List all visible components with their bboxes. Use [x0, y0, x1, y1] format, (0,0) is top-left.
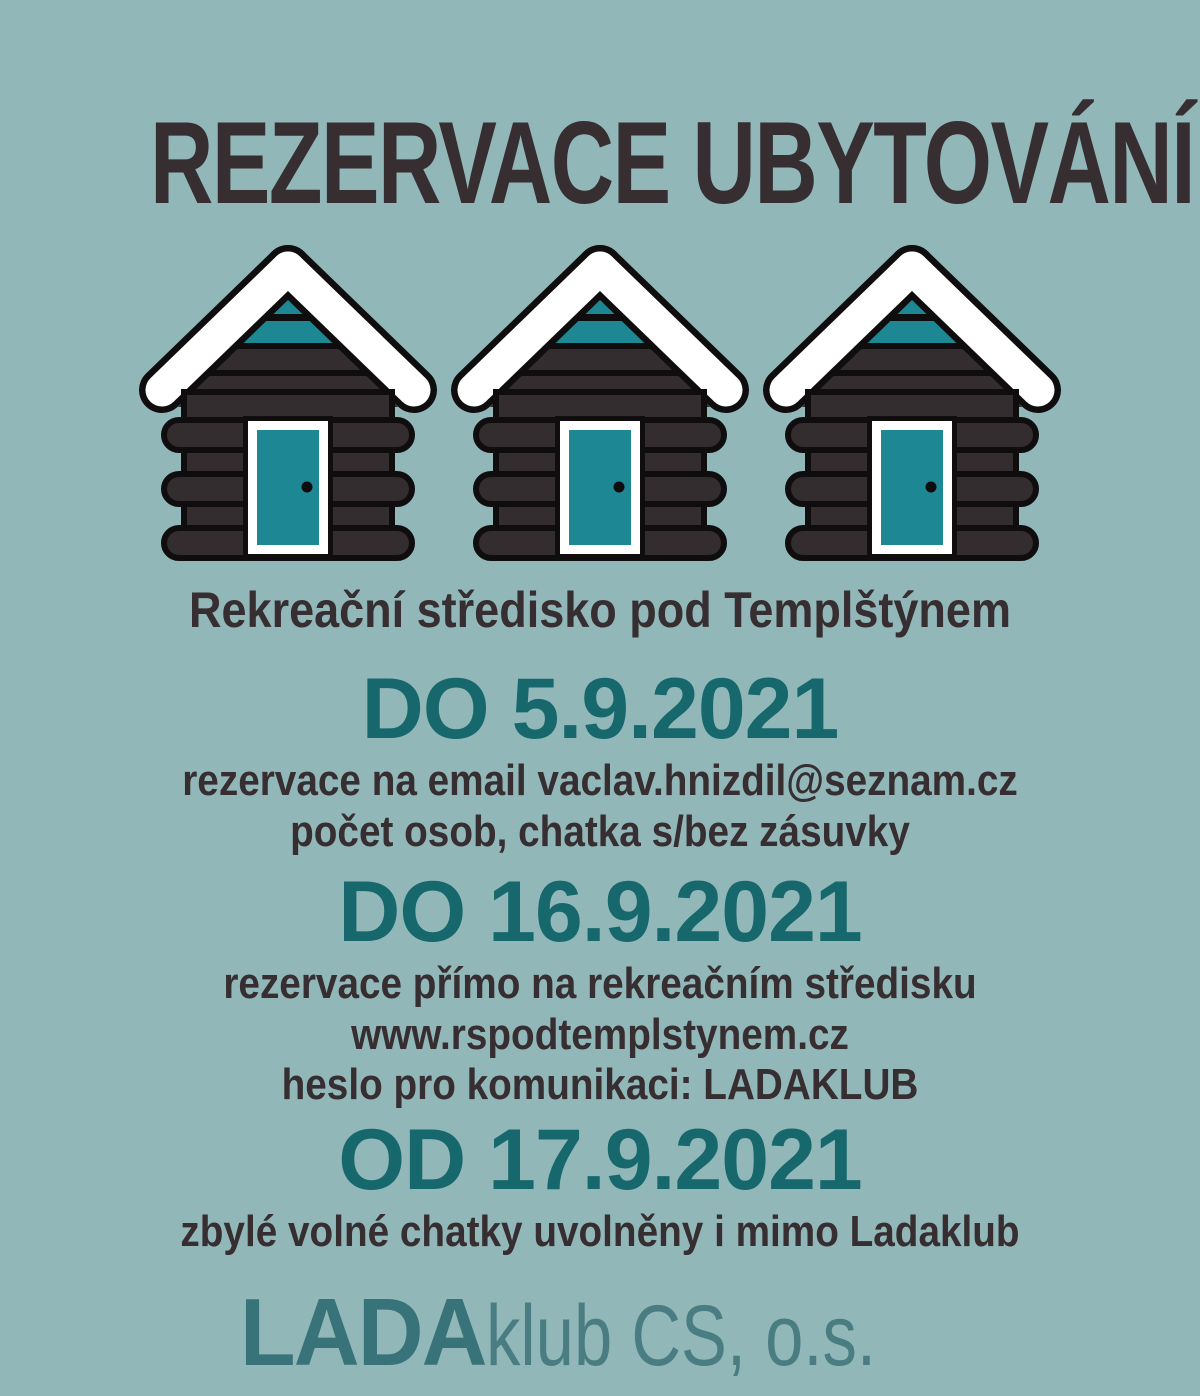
logo-bold-text: LADA: [239, 1278, 486, 1386]
section-3-heading: OD 17.9.2021: [338, 1111, 862, 1208]
section-2-lines: [0, 959, 1200, 1111]
section-2-line-url: www.rspodtemplstynem.cz: [351, 1009, 849, 1059]
section-1-line-details: počet osob, chatka s/bez zásuvky: [290, 806, 910, 856]
logo-light-text: klub CS, o.s.: [485, 1287, 876, 1384]
ladaklub-logo: [0, 1278, 1200, 1386]
poster-title: REZERVACE UBYTOVÁNÍ: [150, 97, 1195, 228]
poster-subtitle: Rekreační středisko pod Templštýnem: [189, 582, 1011, 638]
section-2-line-password: heslo pro komunikaci: LADAKLUB: [281, 1060, 919, 1110]
section-3-lines: [0, 1207, 1200, 1258]
section-deadline-2: [0, 864, 1200, 1111]
cabin-row: [0, 240, 1200, 566]
cabin-icon: [138, 240, 438, 566]
cabin-icon: [762, 240, 1062, 566]
section-2-heading: DO 16.9.2021: [338, 864, 862, 961]
cabin-icon: [450, 240, 750, 566]
section-2-line-info: rezervace přímo na rekreačním středisku: [223, 959, 977, 1009]
section-deadline-3: [0, 1111, 1200, 1258]
section-1-heading: DO 5.9.2021: [361, 661, 839, 757]
section-1-lines: [0, 756, 1200, 857]
section-deadline-1: [0, 661, 1200, 857]
section-1-line-email: rezervace na email vaclav.hnizdil@seznam.cz: [182, 756, 1018, 805]
section-3-line-info: zbylé volné chatky uvolněny i mimo Ladaklub: [180, 1206, 1020, 1256]
